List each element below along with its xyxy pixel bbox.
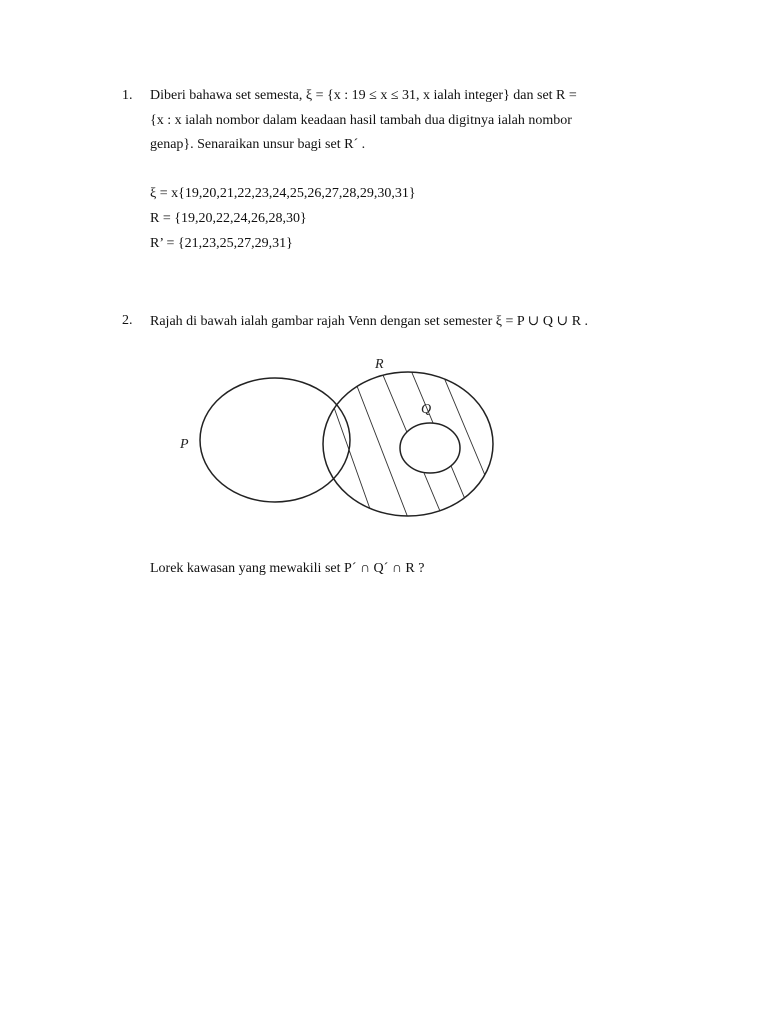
answer-universal-set: ξ = x{19,20,21,22,23,24,25,26,27,28,29,30,31}	[150, 186, 416, 201]
answer-set-r-complement: R’ = {21,23,25,27,29,31}	[150, 236, 293, 251]
question-2-prompt: Lorek kawasan yang mewakili set P´ ∩ Q´ ∩ R ?	[150, 561, 425, 576]
circle-p	[200, 378, 350, 502]
answer-set-r: R = {19,20,22,24,26,28,30}	[150, 211, 307, 226]
label-p: P	[180, 437, 189, 452]
circle-r	[323, 372, 493, 516]
question-1-line-2: {x : x ialah nombor dalam keadaan hasil tambah dua digitnya ialah nombor	[150, 113, 572, 128]
label-r: R	[375, 357, 384, 372]
label-q: Q	[421, 402, 432, 417]
circle-q	[400, 423, 460, 473]
question-1-number: 1.	[122, 88, 133, 103]
question-1-line-1: Diberi bahawa set semesta, ξ = {x : 19 ≤ x ≤ 31, x ialah integer} dan set R =	[150, 88, 577, 103]
question-2-number: 2.	[122, 313, 133, 328]
hatched-region	[320, 368, 505, 523]
venn-diagram	[170, 348, 510, 528]
question-2-line-1: Rajah di bawah ialah gambar rajah Venn dengan set semester ξ = P ∪ Q ∪ R .	[150, 314, 589, 329]
question-1-line-3: genap}. Senaraikan unsur bagi set R´ .	[150, 137, 366, 152]
